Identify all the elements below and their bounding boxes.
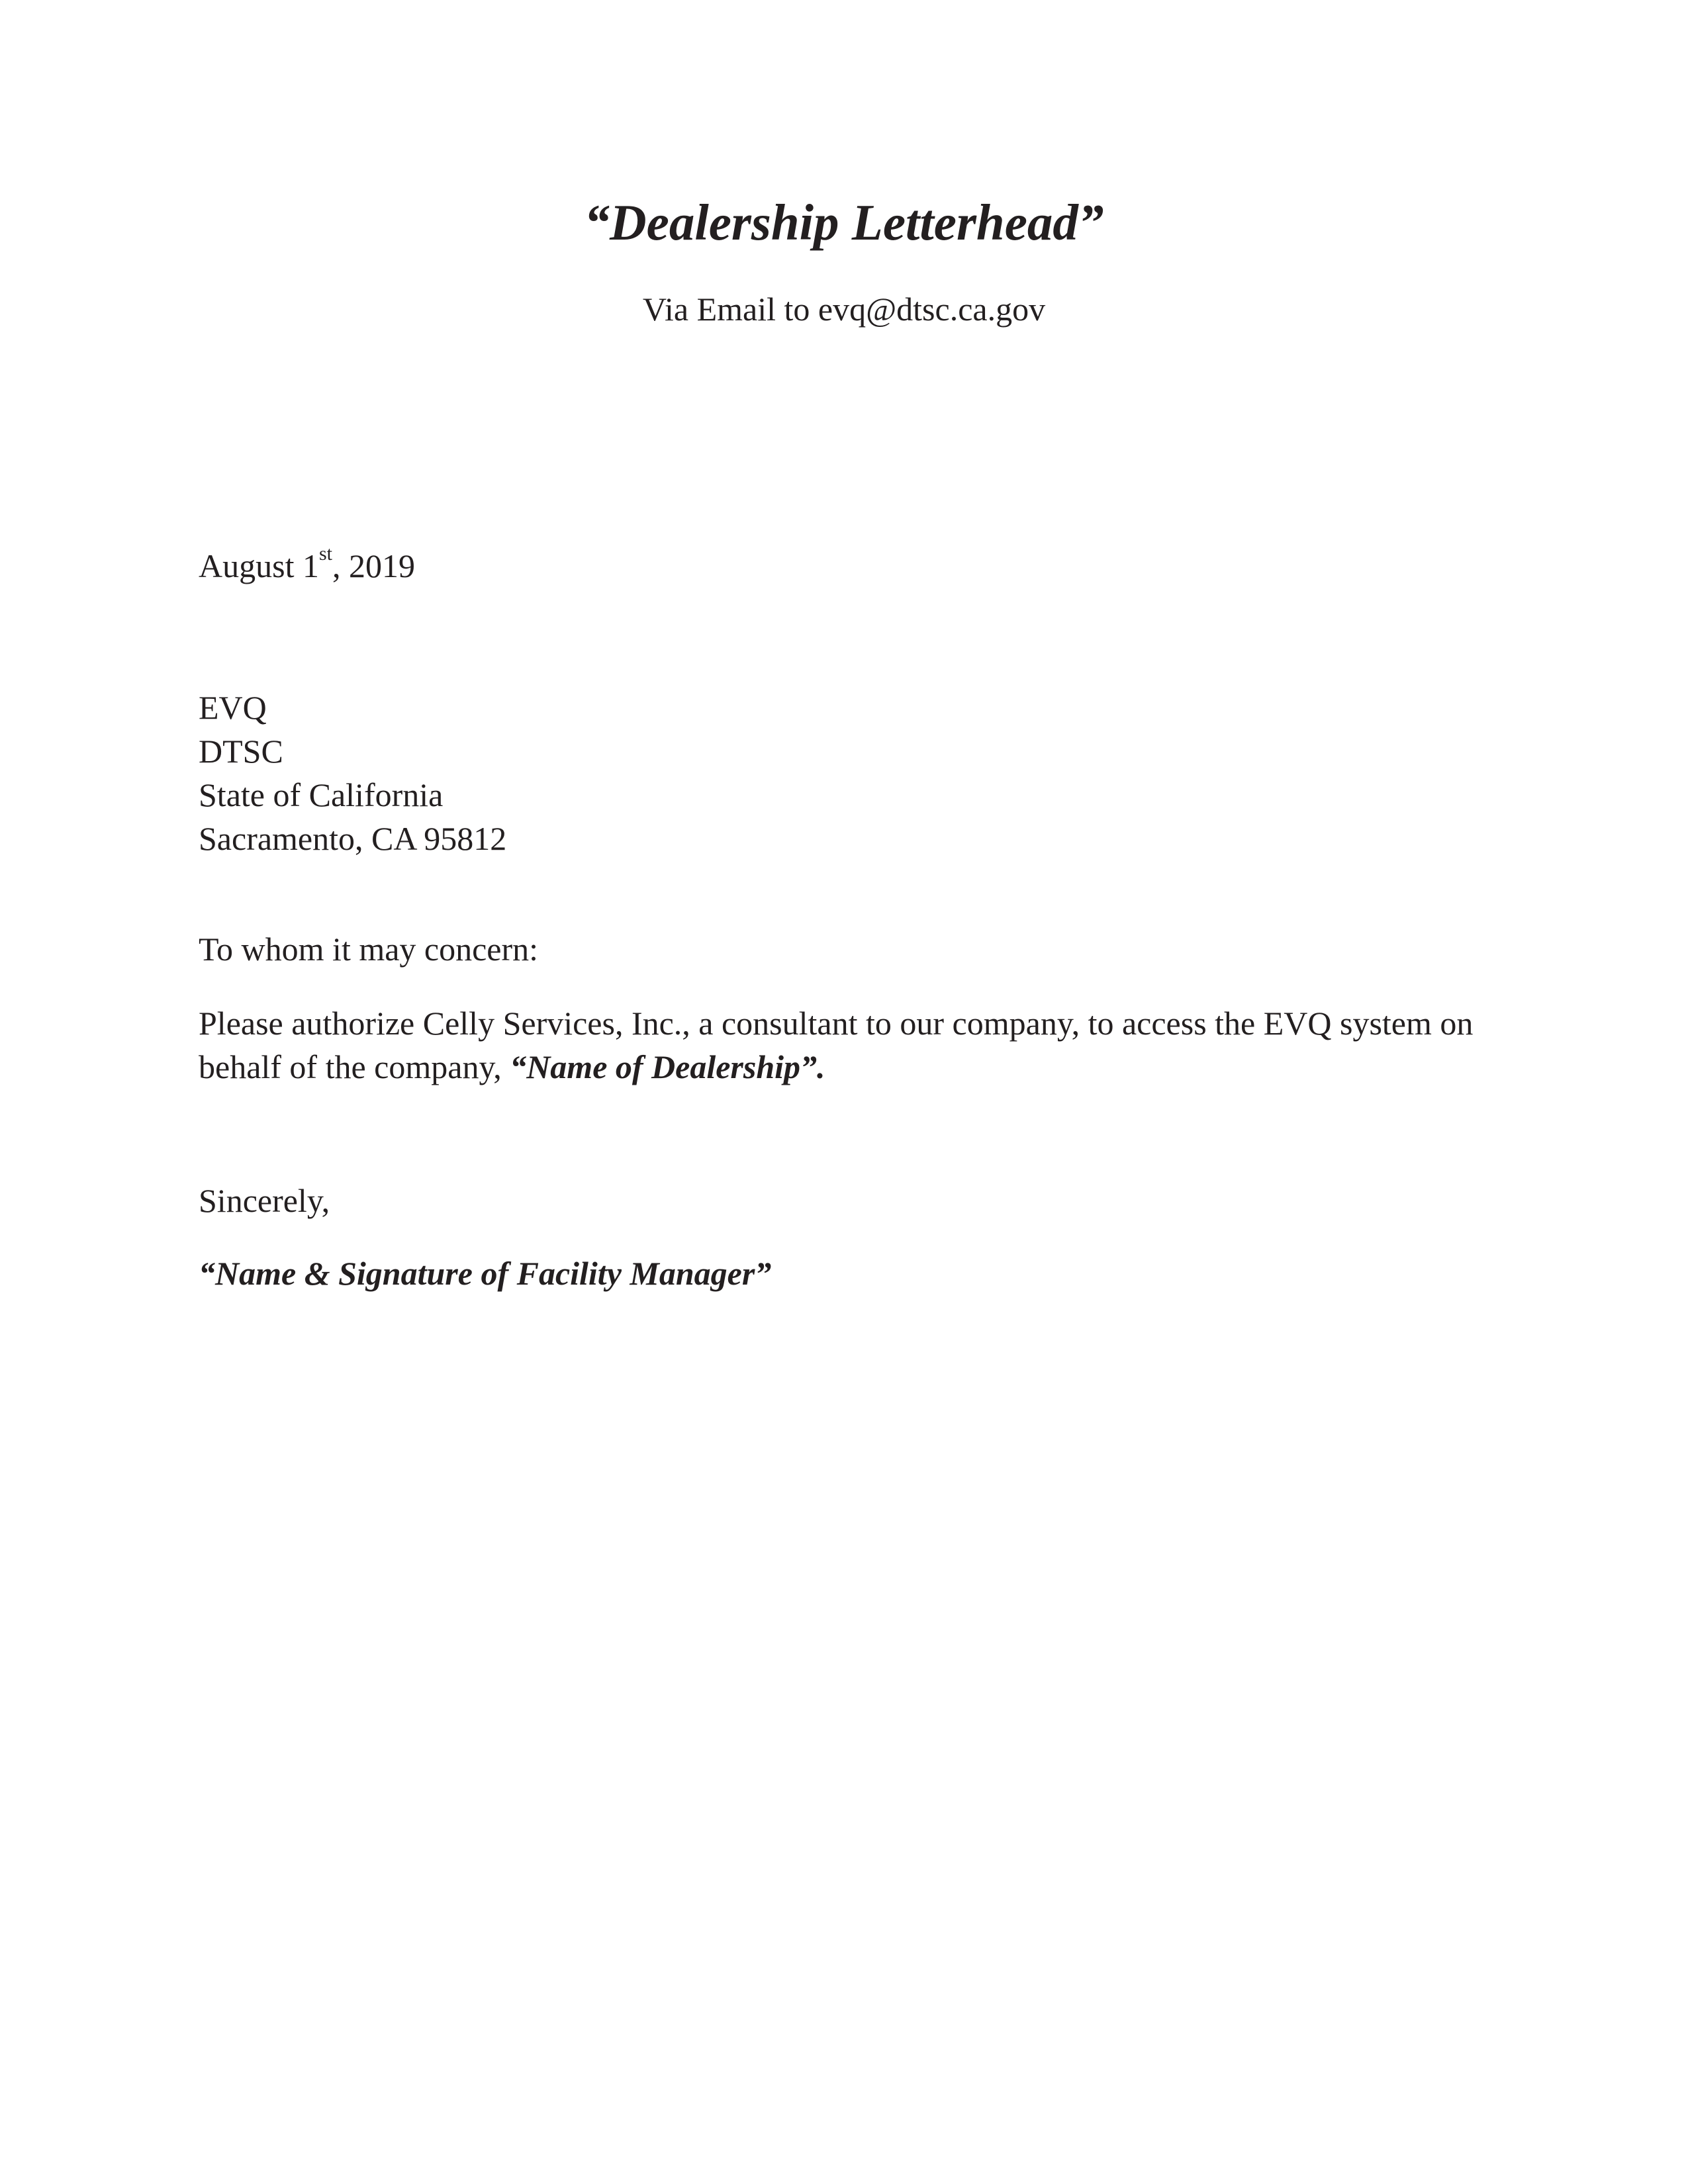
letterhead-title: “Dealership Letterhead” [584,194,1104,251]
request-paragraph [199,1001,1496,1089]
date-year: , 2019 [332,547,415,584]
recipient-address [199,686,506,860]
recipient-line-1: EVQ [199,689,267,726]
request-text: Please authorize Celly Services, Inc., a consultant to our company, to access the EVQ system on behalf of the company, [199,1005,1474,1085]
dealership-name-placeholder: “Name of Dealership”. [510,1048,825,1085]
recipient-line-2: DTSC [199,733,283,770]
date-month-day: August 1 [199,547,319,584]
letter-date [199,544,415,588]
signature-placeholder: “Name & Signature of Facility Manager” [199,1255,772,1292]
recipient-line-3: State of California [199,776,444,813]
via-email-line: Via Email to evq@dtsc.ca.gov [642,291,1046,328]
closing: Sincerely, [199,1182,330,1219]
salutation: To whom it may concern: [199,931,539,968]
recipient-line-4: Sacramento, CA 95812 [199,820,507,857]
date-ordinal-suffix: st [318,543,332,565]
